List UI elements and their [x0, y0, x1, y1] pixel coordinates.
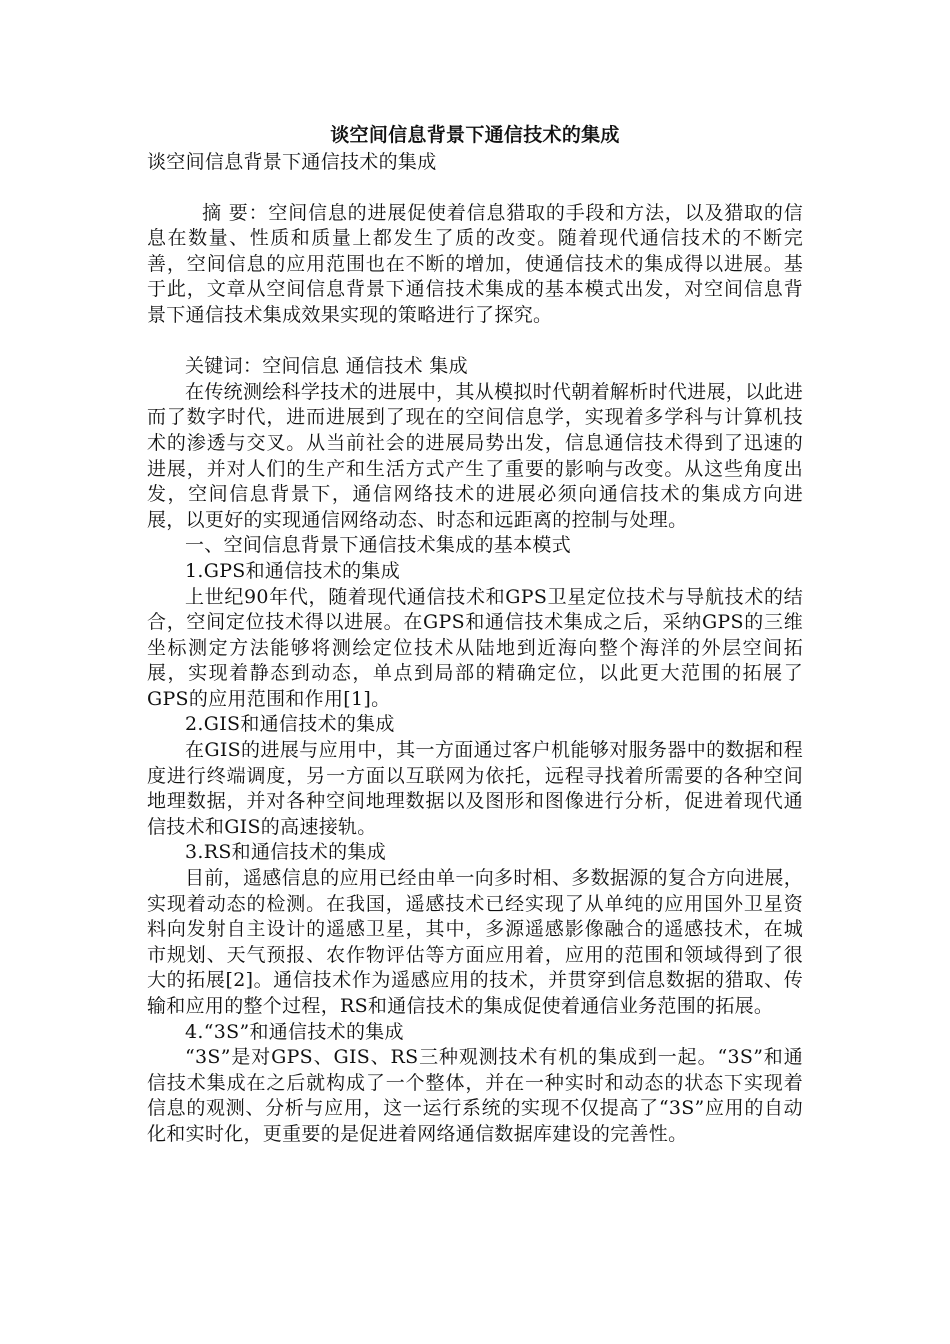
blank-line [147, 329, 803, 355]
section-heading: 一、空间信息背景下通信技术集成的基本模式 [185, 534, 572, 557]
subsection-heading-gps: 1.GPS和通信技术的集成 [185, 559, 401, 582]
document-page [147, 122, 803, 1148]
document-title: 谈空间信息背景下通信技术的集成 [330, 124, 620, 146]
paragraph-rs: 目前，遥感信息的应用已经由单一向多时相、多数据源的复合方向进展，实现着动态的检测。在我国，遥感技术已经实现了从单纯的应用国外卫星资料向发射自主设计的遥感卫星，其中，多源遥感影像融合的遥感技术，在城市规划、天气预报、农作物评估等方面应用着，应用的范围和领域得到了很大的拓展[2]。通信技术作为遥感应用的技术，并贯穿到信息数据的猎取、传输和应用的整个过程，RS和通信技术的集成促使着通信业务范围的拓展。 [147, 867, 803, 1017]
document-subtitle: 谈空间信息背景下通信技术的集成 [147, 151, 437, 173]
paragraph-gis: 在GIS的进展与应用中，其一方面通过客户机能够对服务器中的数据和程度进行终端调度，另一方面以互联网为依托，远程寻找着所需要的各种空间地理数据，并对各种空间地理数据以及图形和图像进行分析，促进着现代通信技术和GIS的高速接轨。 [147, 739, 803, 838]
subsection-heading-3s: 4.“3S”和通信技术的集成 [185, 1020, 404, 1043]
keywords-line: 关键词：空间信息 通信技术 集成 [185, 355, 468, 378]
abstract-paragraph: 摘 要：空间信息的进展促使着信息猎取的手段和方法，以及猎取的信息在数量、性质和质量上都发生了质的改变。随着现代通信技术的不断完善，空间信息的应用范围也在不断的增加，使通信技术的集成得以进展。基于此，文章从空间信息背景下通信技术集成的基本模式出发，对空间信息背景下通信技术集成效果实现的策略进行了探究。 [147, 201, 803, 326]
paragraph-gps: 上世纪90年代，随着现代通信技术和GPS卫星定位技术与导航技术的结合，空间定位技术得以进展。在GPS和通信技术集成之后，采纳GPS的三维坐标测定方法能够将测绘定位技术从陆地到近海向整个海洋的外层空间拓展，实现着静态到动态，单点到局部的精确定位，以此更大范围的拓展了GPS的应用范围和作用[1]。 [147, 585, 803, 710]
paragraph-3s: “3S”是对GPS、GIS、RS三种观测技术有机的集成到一起。“3S”和通信技术集成在之后就构成了一个整体，并在一种实时和动态的状态下实现着信息的观测、分析与应用，这一运行系统的实现不仅提高了“3S”应用的自动化和实时化，更重要的是促进着网络通信数据库建设的完善性。 [147, 1046, 803, 1145]
subsection-heading-rs: 3.RS和通信技术的集成 [185, 841, 387, 864]
intro-paragraph: 在传统测绘科学技术的进展中，其从模拟时代朝着解析时代进展，以此进而了数字时代，进而进展到了现在的空间信息学，实现着多学科与计算机技术的渗透与交叉。从当前社会的进展局势出发，信息通信技术得到了迅速的进展，并对人们的生产和生活方式产生了重要的影响与改变。从这些角度出发，空间信息背景下，通信网络技术的进展必须向通信技术的集成方向进展，以更好的实现通信网络动态、时态和远距离的控制与处理。 [147, 380, 803, 531]
subsection-heading-gis: 2.GIS和通信技术的集成 [185, 713, 395, 736]
blank-line [147, 175, 803, 201]
